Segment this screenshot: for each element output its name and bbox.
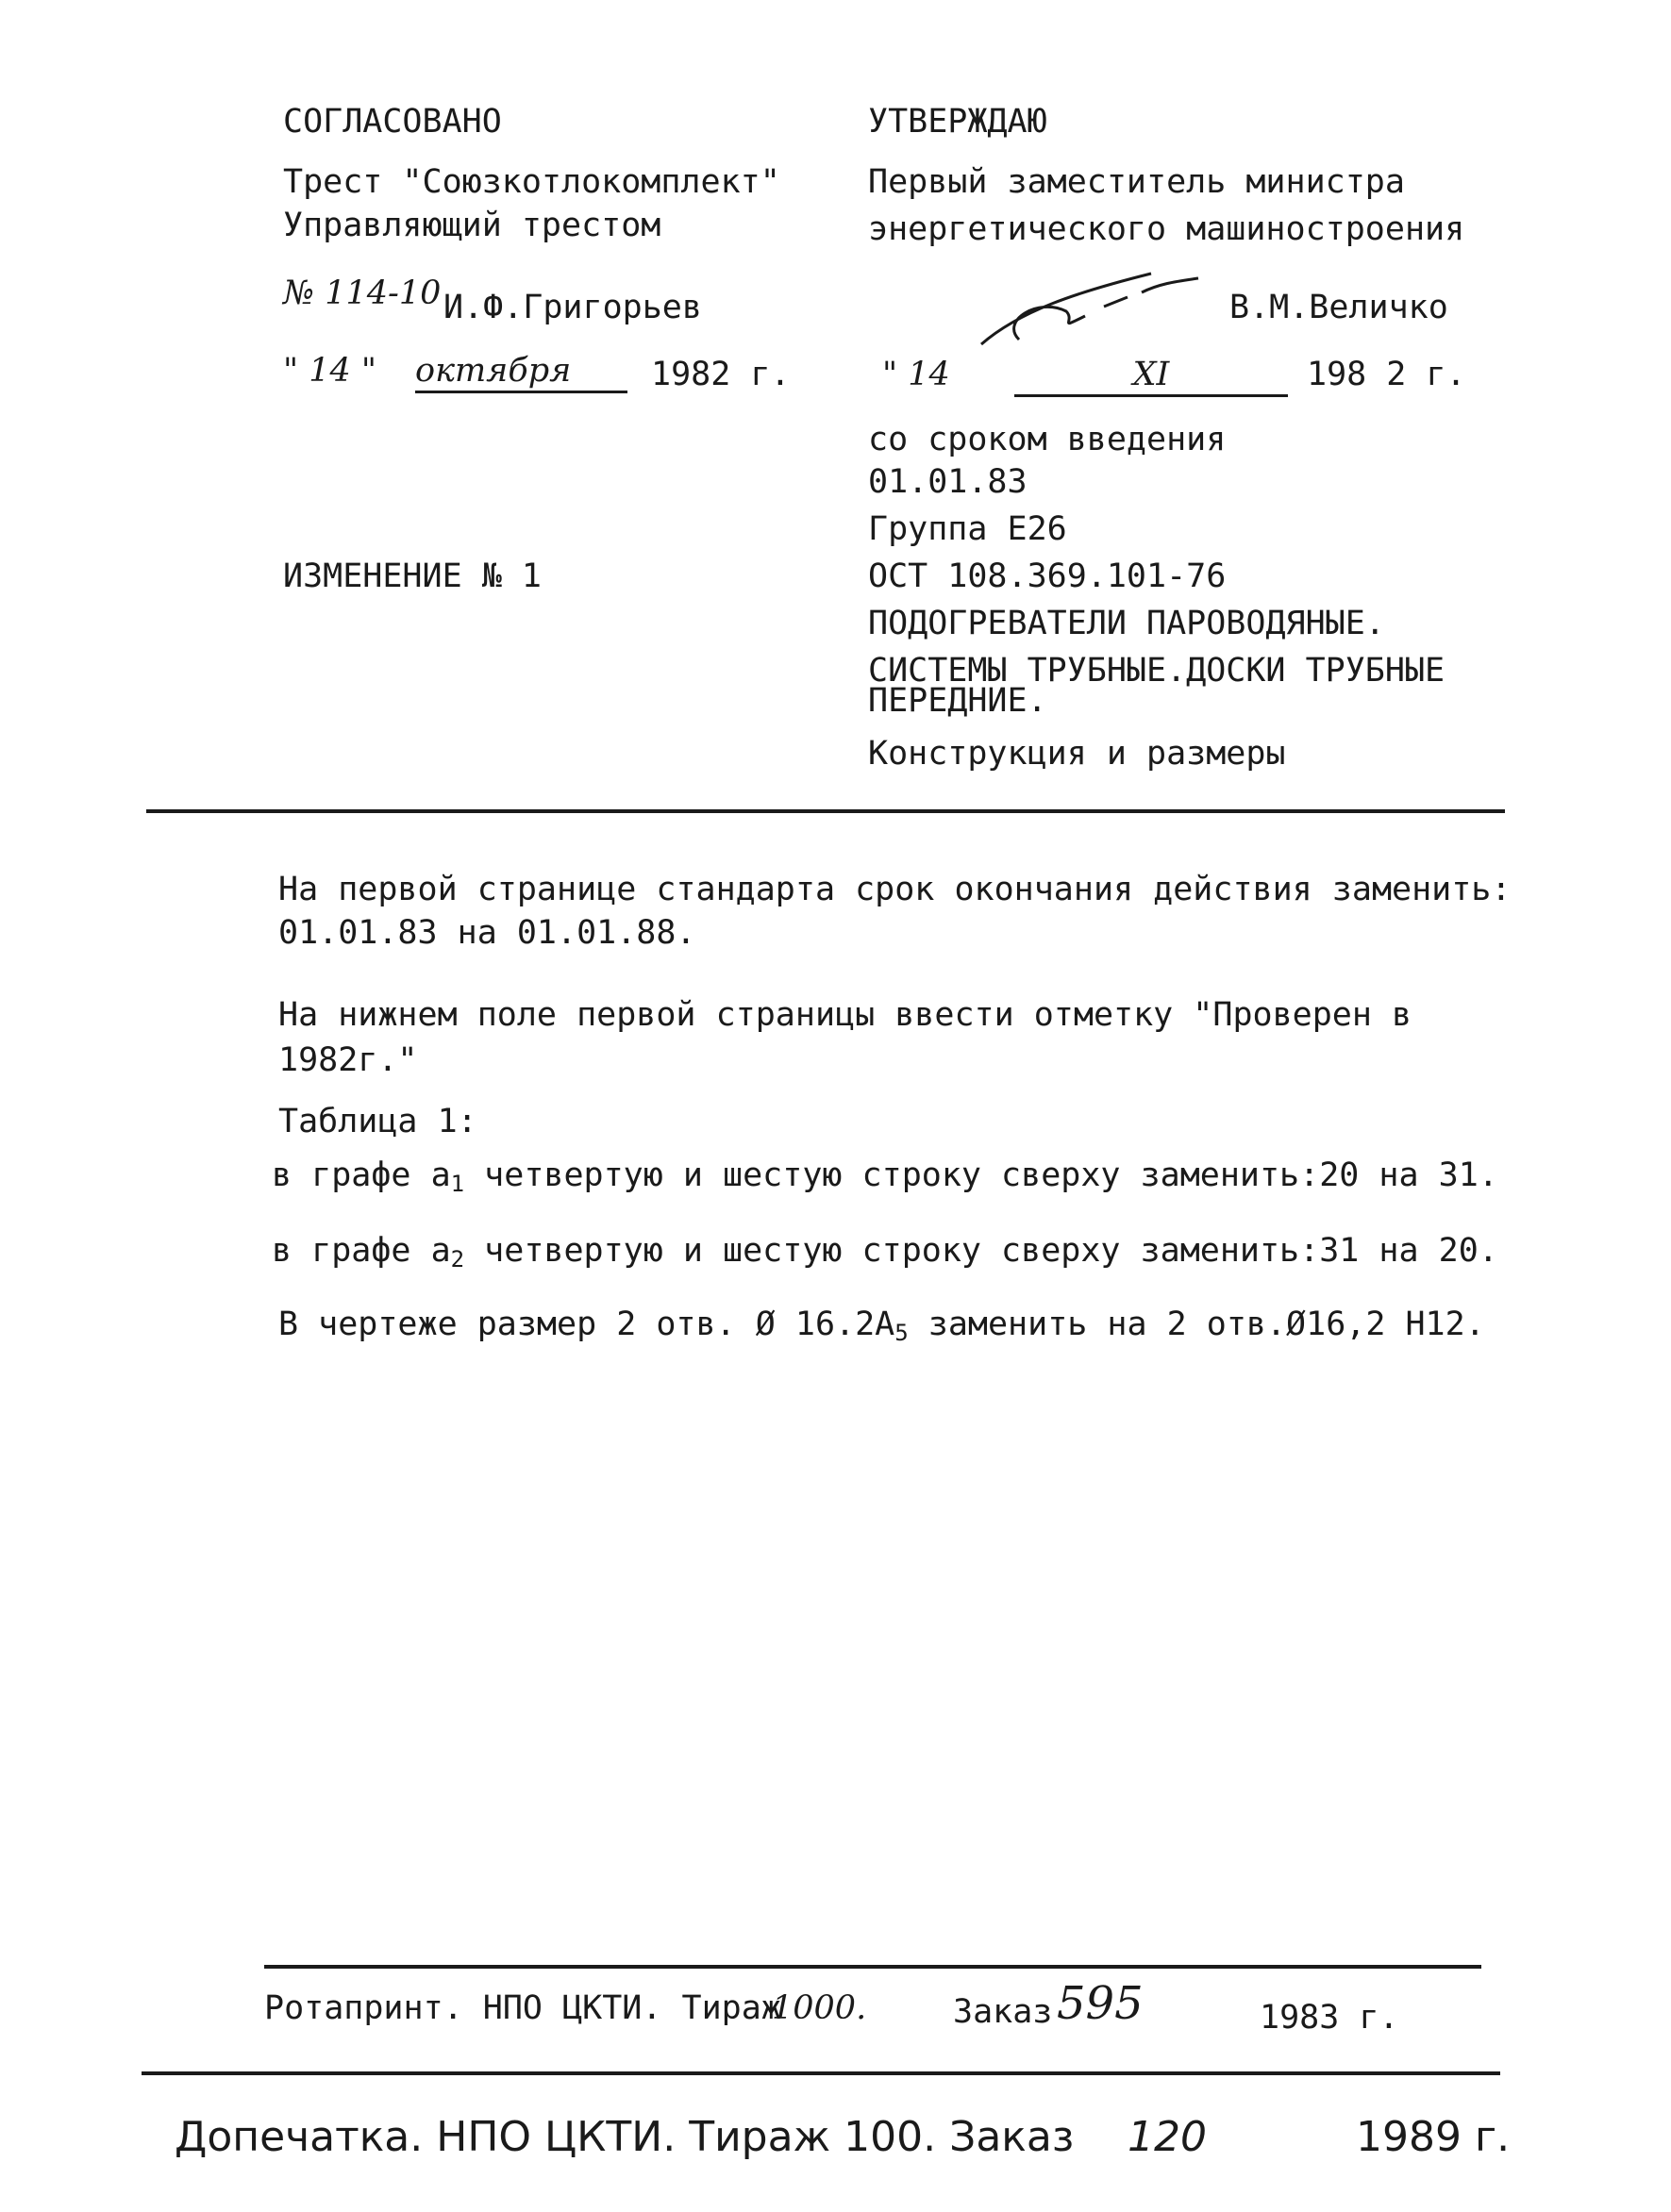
left-date-day: " 14 " <box>283 352 376 390</box>
change-row-2-sub: 2 <box>450 1246 465 1272</box>
footer-1-top-rule <box>264 1965 1481 1969</box>
change-row-2 <box>272 1231 1498 1273</box>
change-row-1-b: четвертую и шестую строку сверху заменить:20 на 31. <box>464 1156 1498 1194</box>
footer-2-year: 1989 г. <box>1356 2113 1511 2161</box>
change-row-3-sub: 5 <box>894 1320 909 1346</box>
footer-2-top-rule <box>142 2071 1500 2075</box>
signature-icon <box>962 255 1227 368</box>
title-line-4: Конструкция и размеры <box>868 735 1286 773</box>
footer-1-print-run: 1000. <box>772 1989 867 2027</box>
agreement-number: № 114-10 <box>283 274 442 312</box>
change-row-3-b: заменить на 2 отв.Ø16,2 H12. <box>908 1306 1485 1343</box>
left-signer: И.Ф.Григорьев <box>443 289 702 326</box>
approved-heading: УТВЕРЖДАЮ <box>868 103 1047 141</box>
group-code: Группа Е26 <box>868 510 1067 548</box>
title-line-2: СИСТЕМЫ ТРУБНЫЕ.ДОСКИ ТРУБНЫЕ <box>868 652 1445 690</box>
standard-number: ОСТ 108.369.101-76 <box>868 557 1227 595</box>
intro-date: 01.01.83 <box>868 463 1028 501</box>
footer-1-order-label: Заказ <box>953 1993 1053 2031</box>
title-line-1: ПОДОГРЕВАТЕЛИ ПАРОВОДЯНЫЕ. <box>868 605 1385 642</box>
paragraph-1-line-2: 01.01.83 на 01.01.88. <box>278 914 696 952</box>
paragraph-2-line-2: 1982г." <box>278 1041 418 1079</box>
right-date-month-text: XI <box>1014 355 1288 397</box>
right-date-month <box>1014 355 1288 397</box>
change-row-2-a: в графе a <box>272 1232 451 1270</box>
change-label: ИЗМЕНЕНИЕ № 1 <box>283 557 542 595</box>
table-label: Таблица 1: <box>278 1103 477 1140</box>
change-row-3 <box>278 1305 1485 1347</box>
left-date-month-text: октября <box>415 351 627 393</box>
agreed-heading: СОГЛАСОВАНО <box>283 103 502 141</box>
footer-1-text: Ротапринт. НПО ЦКТИ. Тираж <box>264 1989 781 2027</box>
change-row-1-a: в графе a <box>272 1156 451 1194</box>
footer-2-order-number: 120 <box>1128 2113 1207 2161</box>
position-line-2: энергетического машиностроения <box>868 210 1465 248</box>
position-line-1: Первый заместитель министра <box>868 163 1405 201</box>
left-date-year: 1982 г. <box>651 356 791 393</box>
intro-line: со сроком введения <box>868 421 1227 458</box>
change-row-2-b: четвертую и шестую строку сверху заменить:31 на 20. <box>464 1232 1498 1270</box>
change-row-1 <box>272 1156 1498 1198</box>
org-line-1: Трест "Союзкотлокомплект" <box>283 163 780 201</box>
change-row-1-sub: 1 <box>450 1171 465 1197</box>
change-row-3-a: В чертеже размер 2 отв. Ø 16.2A <box>278 1306 895 1343</box>
paragraph-2-line-1: На нижнем поле первой страницы ввести отметку "Проверен в <box>278 996 1412 1034</box>
right-date-day: " 14 <box>882 356 950 393</box>
right-signer: В.М.Величко <box>1229 289 1448 326</box>
footer-1-order-number: 595 <box>1057 1977 1144 2030</box>
right-date-year: 198 2 г. <box>1307 356 1466 393</box>
left-date-month <box>415 351 627 393</box>
org-line-2: Управляющий трестом <box>283 207 661 244</box>
title-line-3: ПЕРЕДНИЕ. <box>868 682 1047 720</box>
footer-1-year: 1983 г. <box>1260 1999 1399 2037</box>
footer-2-text: Допечатка. НПО ЦКТИ. Тираж 100. Заказ <box>175 2113 1075 2161</box>
paragraph-1-line-1: На первой странице стандарта срок окончания действия заменить: <box>278 871 1512 908</box>
header-divider <box>146 809 1505 813</box>
